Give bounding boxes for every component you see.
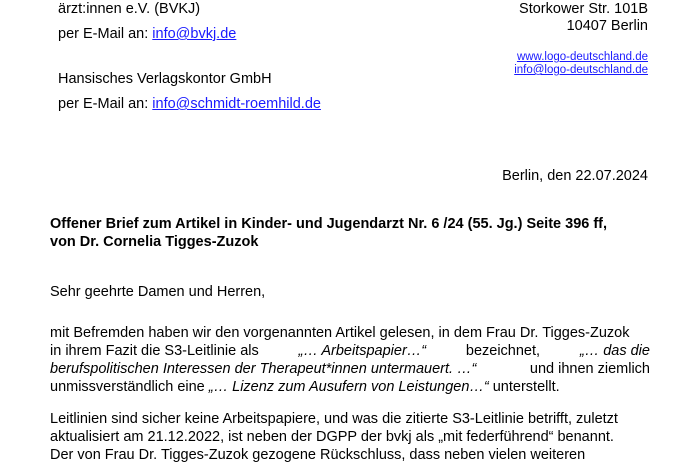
- recipient1-email-prefix: per E-Mail an:: [58, 26, 153, 42]
- paragraph1-line2: [50, 342, 650, 360]
- subject-line-2: von Dr. Cornelia Tigges-Zuzok: [50, 234, 259, 250]
- paragraph1-quote-lizenz: „… Lizenz zum Ausufern von Leistungen…“: [208, 379, 489, 395]
- paragraph2-line2-text: aktualisiert am 21.12.2022, ist neben der DGPP der bvkj als „mit federführend“ benannt.: [50, 429, 614, 445]
- paragraph1-line2-c: bezeichnet,: [461, 343, 545, 359]
- paragraph1-line4-a: unmissverständlich eine: [50, 379, 209, 395]
- paragraph1-line4: [50, 378, 560, 396]
- paragraph2-line2: [50, 428, 650, 446]
- paragraph1-line3-b: und ihnen ziemlich: [525, 361, 650, 377]
- paragraph1-line3: [50, 360, 650, 378]
- sender-street: Storkower Str. 101B: [519, 1, 648, 17]
- paragraph1-line2-a: in ihrem Fazit die S3-Leitlinie als: [50, 343, 263, 359]
- paragraph2-line3-text: Der von Frau Dr. Tigges-Zuzok gezogene Rückschluss, dass neben vielen weiteren: [50, 447, 586, 463]
- recipient2-name: Hansisches Verlagskontor GmbH: [58, 71, 272, 87]
- recipient2-email-link[interactable]: info@schmidt-roemhild.de: [152, 96, 321, 112]
- recipient1-name: ärzt:innen e.V. (BVKJ): [58, 1, 201, 17]
- recipient2-email-line: [58, 95, 321, 113]
- paragraph2-line1: [50, 410, 650, 428]
- paragraph2-line3: [50, 446, 650, 464]
- paragraph1-line2-d: „… das die: [579, 343, 650, 359]
- salutation: Sehr geehrte Damen und Herren,: [50, 284, 266, 300]
- date-line: Berlin, den 22.07.2024: [502, 168, 648, 184]
- paragraph1-quote-arbeitspapier: „… Arbeitspapier…“: [298, 343, 427, 359]
- paragraph2-line1-text: Leitlinien sind sicher keine Arbeitspapiere, und was die zitierte S3-Leitlinie betrifft, zuletzt: [50, 411, 618, 427]
- paragraph1-line1-text: mit Befremden haben wir den vorgenannten Artikel gelesen, in dem Frau Dr. Tigges-Zuzok: [50, 325, 630, 341]
- recipient1-email-line: [58, 25, 236, 43]
- recipient2-email-prefix: per E-Mail an:: [58, 96, 153, 112]
- recipient1-email-link[interactable]: info@bvkj.de: [152, 26, 237, 42]
- paragraph1-line4-c: unterstellt.: [488, 379, 560, 395]
- sender-email-link[interactable]: info@logo-deutschland.de: [514, 64, 648, 76]
- sender-website-link[interactable]: www.logo-deutschland.de: [516, 51, 648, 63]
- paragraph1-line3-a: berufspolitischen Interessen der Therapeut*innen untermauert. …“: [50, 361, 477, 377]
- sender-city: 10407 Berlin: [566, 18, 648, 34]
- paragraph1-line1: [50, 324, 650, 342]
- subject-line-1: Offener Brief zum Artikel in Kinder- und Jugendarzt Nr. 6 /24 (55. Jg.) Seite 396 ff,: [50, 216, 608, 232]
